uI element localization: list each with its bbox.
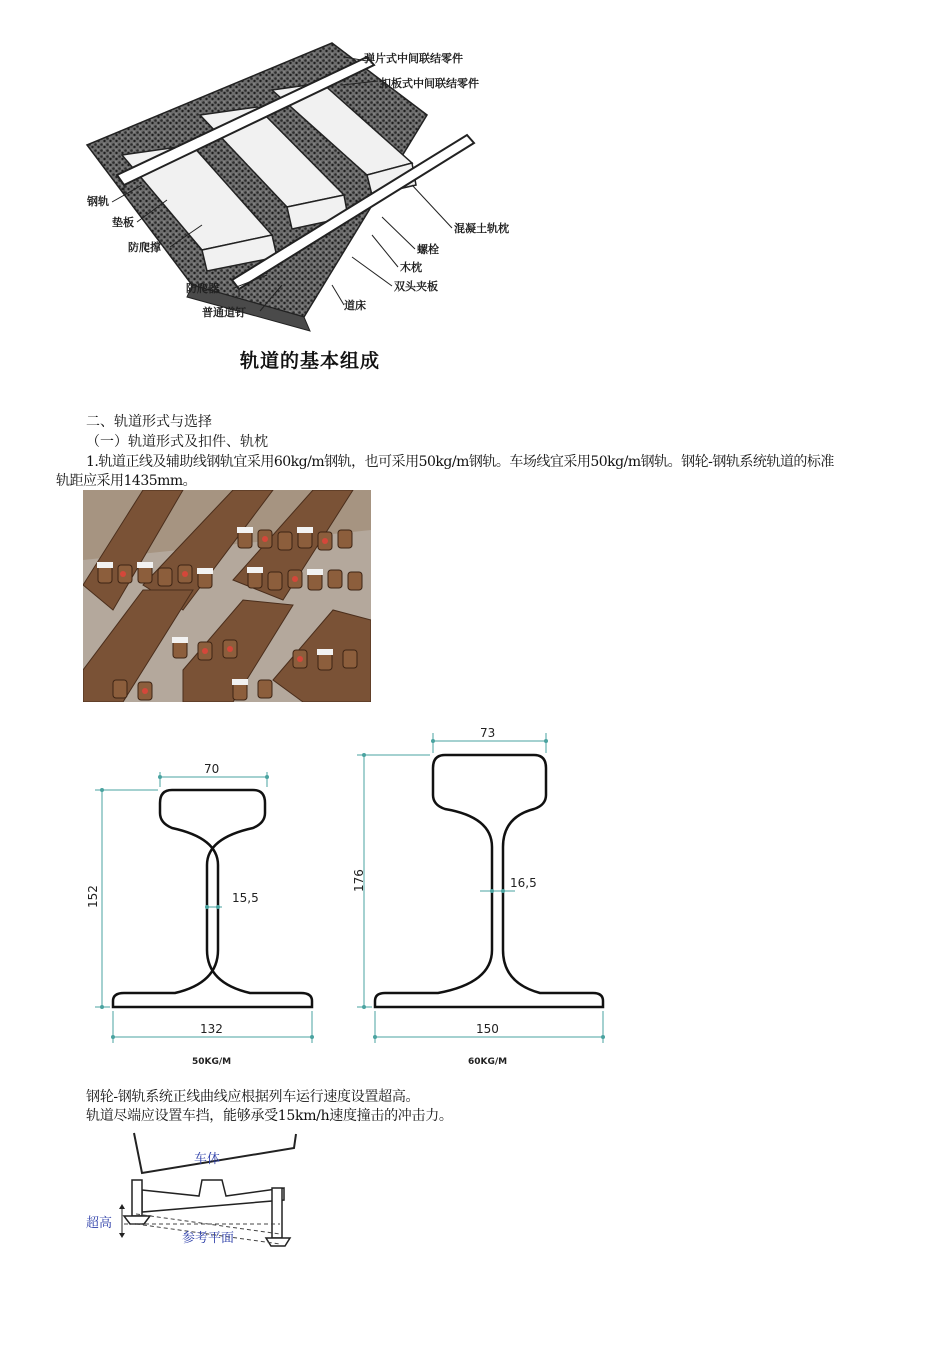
label-spike: 普通道钉 (202, 306, 246, 319)
rail-50-base: 132 (200, 1022, 223, 1036)
label-ballast: 道床 (344, 299, 366, 312)
rail-50-outline (113, 790, 312, 1007)
rail-60-caption: 60KG/M (468, 1057, 508, 1067)
section-subheading: （一）轨道形式及扣件、轨枕 (86, 434, 268, 450)
label-reference-plane: 参考平面 (182, 1231, 235, 1246)
paragraph-superelevation: 钢轮-钢轨系统正线曲线应根据列车运行速度设置超高。 (86, 1089, 420, 1105)
rail-60-outline (375, 755, 603, 1007)
label-joint-bar: 双头夹板 (394, 280, 438, 293)
label-bolt: 螺栓 (417, 243, 439, 256)
track-components-figure (82, 35, 542, 335)
label-spring-fastener: 弹片式中间联结零件 (364, 52, 463, 65)
paragraph-1-line-1: 1.轨道正线及辅助线钢轨宜采用60kg/m钢轨，也可采用50kg/m钢轨。车场线宜采用50kg/m钢轨。钢轮-钢轨系统轨道的标准 (86, 454, 834, 470)
rail-60-top-width: 73 (480, 726, 496, 740)
superelevation-diagram (84, 1128, 304, 1253)
rail-50-caption: 50KG/M (192, 1057, 232, 1067)
paragraph-1-line-2: 轨距应采用1435mm。 (56, 473, 197, 489)
paragraph-buffer-stop: 轨道尽端应设置车挡，能够承受15km/h速度撞击的冲击力。 (86, 1108, 453, 1124)
rail-60-web: 16,5 (510, 876, 537, 890)
rail-60-base: 150 (476, 1022, 499, 1036)
rail-50-web: 15,5 (232, 891, 259, 905)
label-clip-fastener: 扣板式中间联结零件 (380, 77, 479, 90)
rails-photo (83, 490, 371, 702)
label-rail: 钢轨 (87, 195, 109, 208)
rail-profile-drawing (80, 725, 620, 1075)
label-cant: 超高 (86, 1216, 113, 1231)
rail-50-top-width: 70 (204, 762, 220, 776)
label-car-body: 车体 (194, 1152, 221, 1167)
label-anti-creep-brace: 防爬撑 (128, 241, 161, 254)
label-tie-plate: 垫板 (112, 216, 134, 229)
label-concrete-sleeper: 混凝土轨枕 (454, 222, 509, 235)
label-wood-sleeper: 木枕 (400, 261, 422, 274)
figure-title: 轨道的基本组成 (240, 350, 381, 372)
label-anti-creeper: 防爬器 (186, 282, 219, 295)
section-heading: 二、轨道形式与选择 (86, 414, 212, 430)
rail-50-height: 152 (86, 885, 100, 908)
rail-60-height: 176 (352, 869, 366, 892)
